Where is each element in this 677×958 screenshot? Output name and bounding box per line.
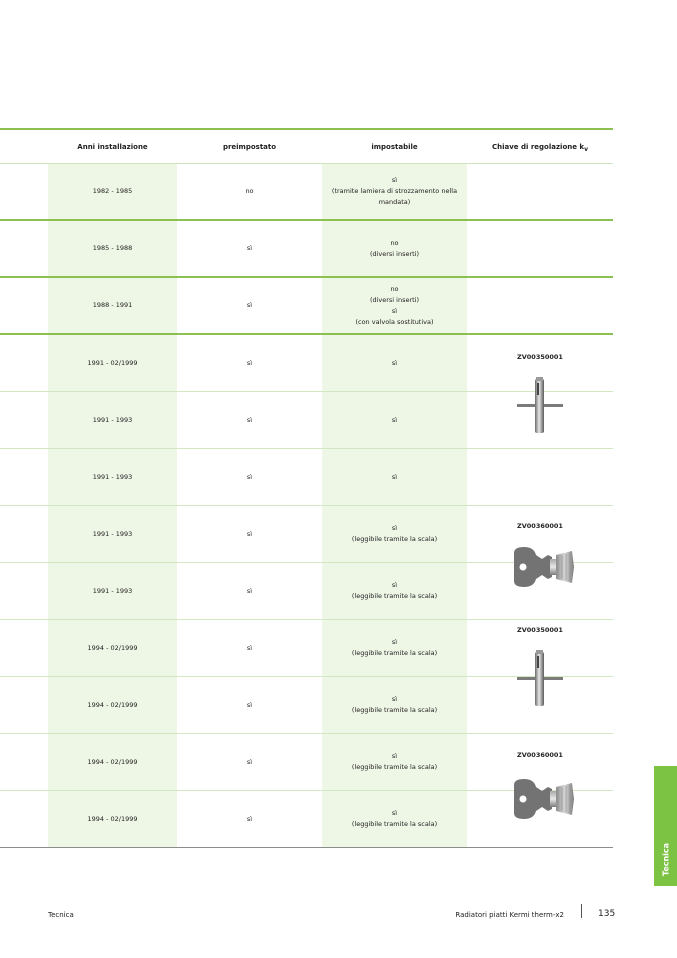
cell-years: 1994 - 02/1999	[48, 677, 177, 733]
key-code-2: ZV00360001	[517, 522, 563, 530]
table-header	[0, 130, 613, 164]
cell-preset: sì	[246, 700, 253, 709]
header-preset: preimpostato	[222, 142, 277, 151]
adjust-line: (leggibile tramite la scala)	[351, 706, 438, 714]
cell-years: 1991 - 02/1999	[48, 335, 177, 391]
table-row	[0, 449, 613, 506]
knob-key-icon	[512, 777, 576, 821]
cell-years: 1985 - 1988	[48, 221, 177, 276]
adjust-line: (leggibile tramite la scala)	[351, 820, 438, 828]
page-number: 135	[598, 909, 616, 919]
header-key	[467, 130, 613, 163]
cell-years: 1982 - 1985	[48, 164, 177, 219]
cell-adjustable	[322, 563, 467, 619]
section-tab[interactable]	[654, 766, 677, 886]
adjust-line: sì	[391, 695, 398, 703]
cell-adjustable	[322, 335, 467, 391]
cell-adjustable	[322, 677, 467, 733]
cell-adjustable	[322, 791, 467, 847]
adjust-line: mandata)	[378, 198, 411, 206]
adjust-line: sì	[391, 581, 398, 589]
adjust-line: (diversi inserti)	[369, 295, 420, 304]
footer-divider	[581, 904, 582, 918]
cell-preset: sì	[246, 415, 253, 424]
table-row	[0, 221, 613, 278]
cell-adjustable	[322, 278, 467, 333]
adjust-line: sì	[391, 415, 398, 424]
key-code-1: ZV00350001	[517, 353, 563, 361]
adjust-line: sì	[391, 306, 398, 315]
key-code-4: ZV00360001	[517, 751, 563, 759]
header-years: Anni installazione	[77, 142, 148, 151]
adjust-line: (tramite lamiera di strozzamento nella	[331, 187, 458, 195]
adjust-line: sì	[391, 472, 398, 481]
footer-section: Tecnica	[48, 911, 74, 919]
cell-preset: sì	[246, 301, 253, 309]
cell-adjustable	[322, 449, 467, 505]
header-key-sub: v	[584, 145, 588, 153]
cell-years: 1991 - 1993	[48, 449, 177, 505]
key-code-3: ZV00350001	[517, 626, 563, 634]
t-key-icon	[517, 650, 563, 708]
cell-preset: sì	[246, 643, 253, 652]
cell-preset: sì	[246, 244, 253, 252]
t-key-icon	[517, 377, 563, 435]
adjust-line: (diversi inserti)	[369, 249, 420, 258]
knob-key-icon	[512, 545, 576, 589]
adjust-line: (leggibile tramite la scala)	[351, 649, 438, 657]
cell-adjustable	[322, 221, 467, 276]
adjust-line: sì	[391, 809, 398, 817]
cell-preset: sì	[246, 472, 253, 481]
adjust-line: (leggibile tramite la scala)	[351, 535, 438, 543]
adjust-line: (con valvola sostitutiva)	[355, 317, 434, 326]
adjust-line: (leggibile tramite la scala)	[351, 592, 438, 600]
cell-adjustable	[322, 734, 467, 790]
valve-table	[0, 128, 613, 848]
adjust-line: sì	[391, 638, 398, 646]
footer-doc-title: Radiatori piatti Kermi therm-x2	[455, 911, 564, 919]
adjust-line: no	[390, 284, 399, 293]
adjust-line: sì	[391, 524, 398, 532]
cell-years: 1991 - 1993	[48, 506, 177, 562]
cell-years: 1991 - 1993	[48, 392, 177, 448]
cell-years: 1994 - 02/1999	[48, 791, 177, 847]
table-row	[0, 164, 613, 221]
cell-preset: sì	[246, 529, 253, 538]
adjust-line: (leggibile tramite la scala)	[351, 763, 438, 771]
table-row	[0, 278, 613, 335]
cell-preset: sì	[246, 358, 253, 367]
section-tab-label: Tecnica	[661, 842, 670, 877]
adjust-line: sì	[391, 176, 398, 184]
adjust-line: no	[390, 238, 399, 247]
cell-preset: sì	[246, 757, 253, 766]
cell-years: 1991 - 1993	[48, 563, 177, 619]
adjust-line: sì	[391, 358, 398, 367]
cell-adjustable	[322, 506, 467, 562]
cell-adjustable	[322, 620, 467, 676]
cell-years: 1988 - 1991	[48, 278, 177, 333]
cell-preset: no	[245, 187, 254, 195]
cell-preset: sì	[246, 586, 253, 595]
cell-preset: sì	[246, 814, 253, 823]
adjust-line: sì	[391, 752, 398, 760]
cell-years: 1994 - 02/1999	[48, 620, 177, 676]
cell-adjustable	[322, 164, 467, 219]
header-key-label: Chiave di regolazione k	[491, 142, 585, 151]
cell-adjustable	[322, 392, 467, 448]
cell-years: 1994 - 02/1999	[48, 734, 177, 790]
header-adjustable: impostabile	[371, 142, 418, 151]
